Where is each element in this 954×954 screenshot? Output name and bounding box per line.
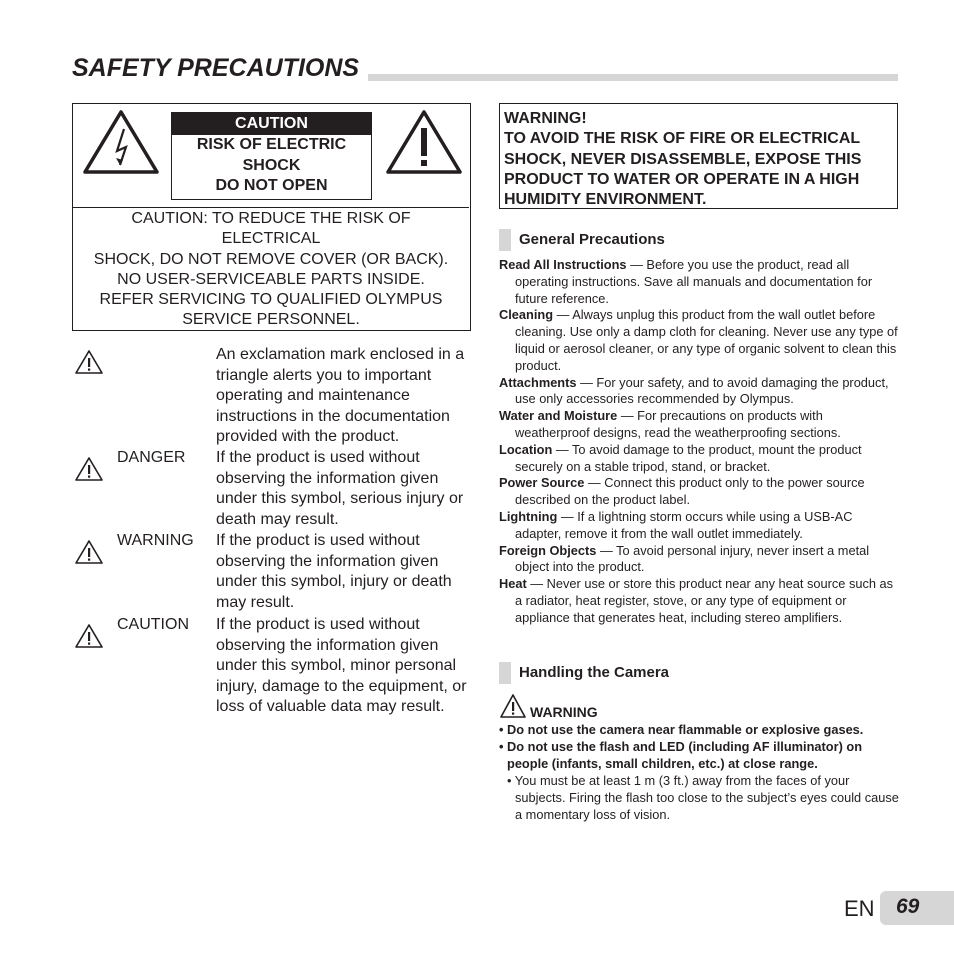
item-term: Read All Instructions: [499, 257, 627, 272]
legend-text: If the product is used without observing the information given under this symbol, serious injury or death may result.: [216, 449, 464, 528]
general-precautions-list: [499, 257, 899, 627]
item-text: — To avoid personal injury, never insert a metal object into the product.: [515, 542, 870, 575]
item-term: Cleaning: [499, 307, 554, 323]
list-item: [499, 307, 899, 374]
legend-text: An exclamation mark enclosed in a triangle alerts you to important operating and maintenance instructions in the documentation provided with the product.: [216, 346, 465, 445]
language-label: EN: [844, 896, 875, 921]
warning-box: [499, 103, 898, 209]
item-text: — Never use or store this product near any heat source such as a radiator, heat register, stove, or any type of equipment or appliance that generates heat, including stereo amplifiers.: [515, 576, 894, 625]
list-item: [499, 475, 899, 509]
caution-box-header: [73, 104, 469, 208]
handling-camera-title: Handling the Camera: [519, 664, 670, 681]
legend-text: If the product is used without observing the information given under this symbol, minor personal injury, damage to the equipment, or loss of valuable data may result.: [216, 616, 467, 715]
handling-list: [499, 722, 899, 823]
heading-bar: [499, 229, 511, 251]
caution-label-line: SHOCK: [242, 156, 301, 174]
item-text: — Before you use the product, read all operating instructions. Save all manuals and documentation for future reference.: [515, 257, 873, 306]
list-item: [499, 257, 899, 307]
caution-label: [171, 112, 372, 200]
list-item: [499, 509, 899, 543]
list-item: [499, 543, 899, 577]
warning-triangle-icon: [74, 623, 104, 649]
warning-triangle-icon: [74, 456, 104, 482]
caution-label-head: CAUTION: [172, 113, 371, 135]
list-item: [499, 375, 899, 409]
list-item: [499, 408, 899, 442]
legend-row: [72, 615, 472, 739]
item-text: — To avoid damage to the product, mount the product securely on a stable tripod, stand, or bracket.: [515, 441, 862, 474]
item-term: Power Source: [499, 475, 585, 491]
legend-row: [72, 345, 472, 448]
caution-text-line: REFER SERVICING TO QUALIFIED OLYMPUS: [99, 291, 443, 309]
caution-label-line: DO NOT OPEN: [215, 177, 328, 194]
caution-text-line: NO USER-SERVICEABLE PARTS INSIDE.: [117, 270, 425, 288]
caution-text-line: ELECTRICAL: [221, 230, 321, 248]
caution-text-line: SERVICE PERSONNEL.: [182, 311, 360, 329]
item-text: — If a lightning storm occurs while using a USB-AC adapter, remove it from the wall outlet immediately.: [515, 508, 853, 541]
caution-text-line: SHOCK, DO NOT REMOVE COVER (OR BACK).: [93, 250, 449, 268]
warning-box-body: TO AVOID THE RISK OF FIRE OR ELECTRICAL SHOCK, NEVER DISASSEMBLE, EXPOSE THIS PRODUCT TO WATER OR OPERATE IN A HIGH HUMIDITY ENVIRONMENT.: [504, 130, 862, 209]
caution-label-line: RISK OF ELECTRIC: [196, 136, 347, 153]
heading-bar: [499, 662, 511, 684]
caution-text-line: CAUTION: TO REDUCE THE RISK OF: [131, 210, 411, 227]
warning-box-title: WARNING!: [504, 110, 587, 127]
list-item: • You must be at least 1 m (3 ft.) away from the faces of your subjects. Firing the flash too close to the subject’s eyes could cause a momentary loss of vision.: [507, 772, 899, 822]
item-term: Attachments: [499, 374, 577, 390]
list-item: • Do not use the flash and LED (including AF illuminator) on people (infants, small children, etc.) at close range.: [499, 738, 863, 771]
caution-box: [72, 103, 471, 331]
item-text: — Connect this product only to the power source described on the product label.: [515, 475, 865, 508]
item-term: Water and Moisture: [499, 408, 618, 424]
legend-row: [72, 448, 472, 531]
general-precautions-title: General Precautions: [519, 231, 665, 248]
warning-triangle-icon: [74, 349, 104, 375]
exclamation-triangle-icon: [385, 109, 463, 175]
item-text: — For your safety, and to avoid damaging the product, use only accessories recommended by Olympus.: [515, 374, 889, 407]
list-item: [499, 442, 899, 476]
page-number: 69: [896, 895, 920, 918]
list-item: • Do not use the camera near flammable or explosive gases.: [499, 722, 864, 737]
warning-triangle-icon: [74, 539, 104, 565]
warning-label: WARNING: [530, 704, 598, 720]
lightning-bolt-triangle-icon: [82, 109, 160, 175]
caution-text: [73, 209, 469, 331]
item-term: Location: [499, 441, 553, 457]
warning-triangle-icon: [499, 693, 527, 719]
item-term: Heat: [499, 576, 527, 592]
legend-label-danger: DANGER: [117, 449, 186, 466]
legend-label-warning: WARNING: [117, 532, 194, 549]
item-text: — For precautions on products with weatherproof designs, read the weatherproofing sections.: [515, 408, 841, 440]
legend-row: [72, 531, 472, 615]
list-item: [499, 576, 899, 626]
page-title: SAFETY PRECAUTIONS: [72, 54, 360, 82]
legend-text: If the product is used without observing the information given under this symbol, injury or death may result.: [216, 532, 452, 611]
legend-label-caution: CAUTION: [117, 616, 189, 633]
symbol-legend: [72, 345, 472, 739]
item-term: Foreign Objects: [499, 542, 597, 558]
item-text: — Always unplug this product from the wall outlet before cleaning. Use only a damp cloth for cleaning. Never use any type of liquid or aerosol cleaner, or any type of organic solvent to clean this product.: [515, 307, 898, 373]
item-term: Lightning: [499, 508, 558, 524]
